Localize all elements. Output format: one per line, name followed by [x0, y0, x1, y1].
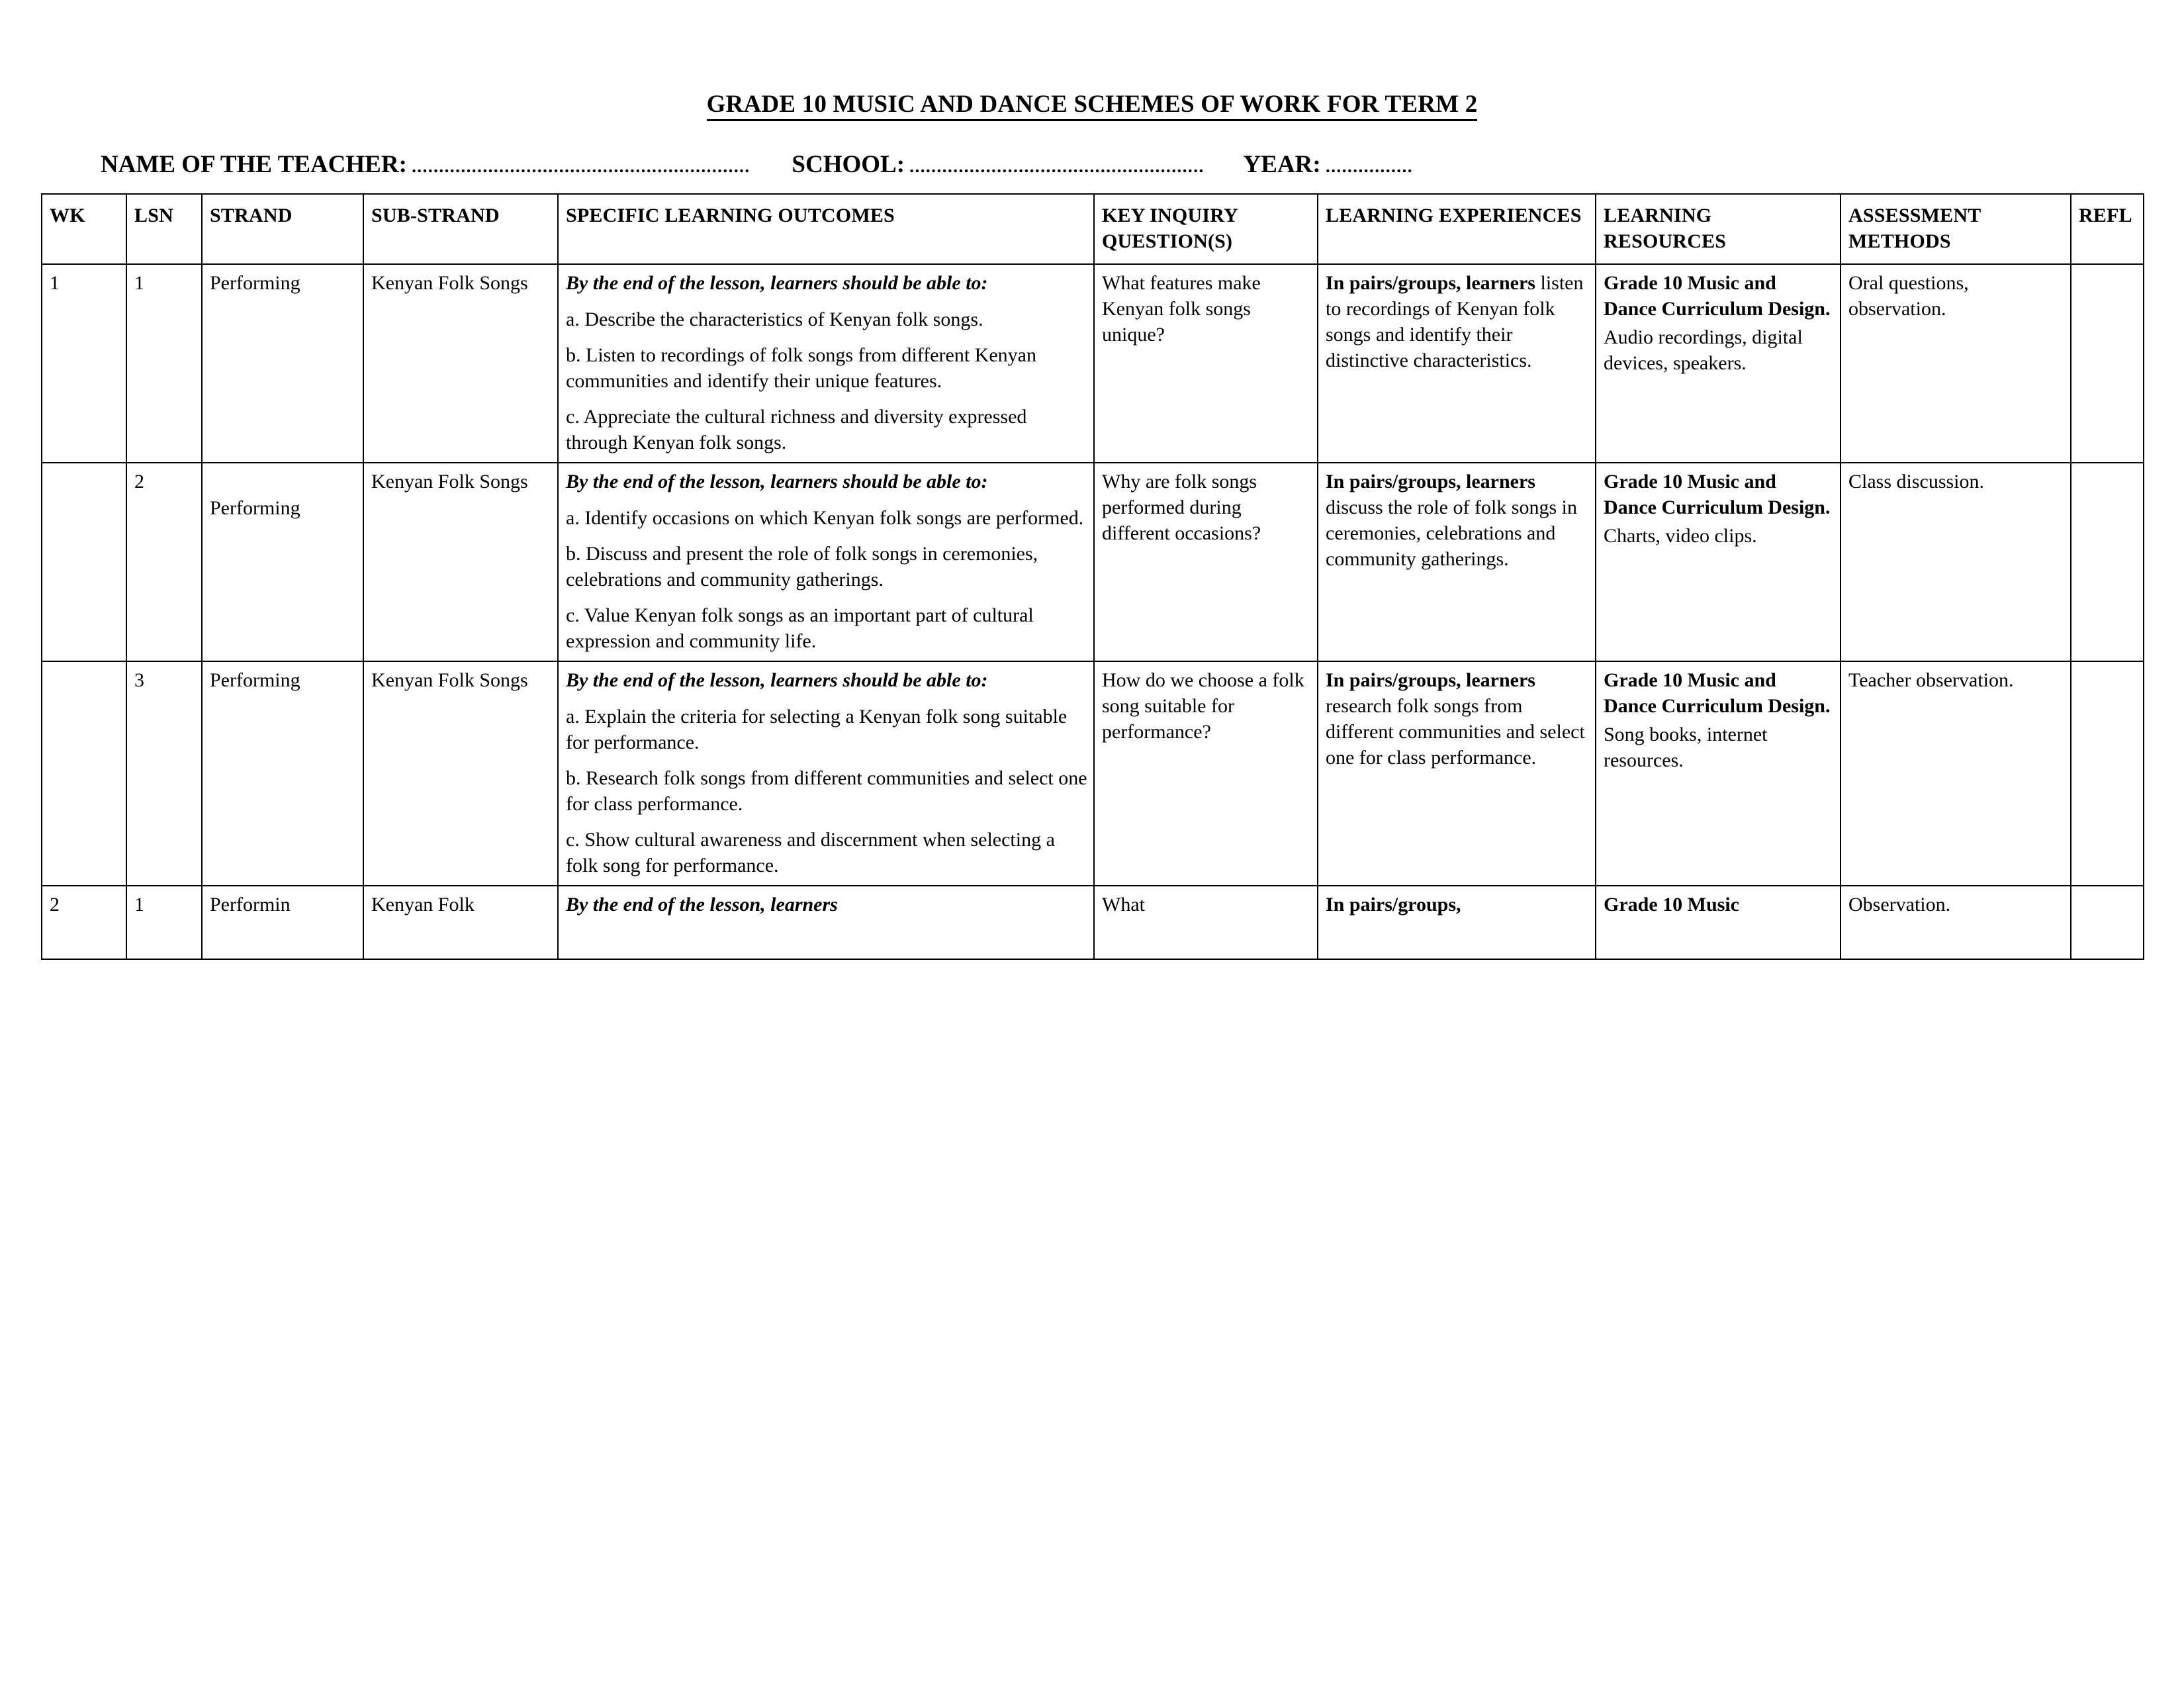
experience-body: research folk songs from different communities and select one for class performance. — [1326, 694, 1585, 769]
strand-spacer — [210, 469, 357, 495]
page-title-text: GRADE 10 MUSIC AND DANCE SCHEMES OF WORK FOR TERM 2 — [707, 91, 1478, 121]
school-dotted-line[interactable]: ...................................................... — [909, 150, 1204, 178]
column-header-key-inquiry-questions: KEY INQUIRY QUESTION(S) — [1094, 194, 1318, 264]
cell-assessment-methods: Class discussion. — [1841, 463, 2071, 661]
year-dotted-line[interactable]: ................ — [1324, 150, 1412, 178]
outcome-item-b: b. Discuss and present the role of folk songs in ceremonies, celebrations and community gatherings. — [566, 542, 1038, 590]
cell-wk — [42, 463, 126, 661]
cell-strand: Performing — [202, 264, 363, 463]
cell-lsn: 1 — [126, 886, 202, 959]
column-header-learning-experiences: LEARNING EXPERIENCES — [1318, 194, 1596, 264]
experience-lead: In pairs/groups, learners — [1326, 470, 1535, 492]
cell-wk: 2 — [42, 886, 126, 959]
cell-strand: Performing — [202, 661, 363, 886]
cell-learning-experiences — [1318, 264, 1596, 463]
cell-wk: 1 — [42, 264, 126, 463]
teacher-field — [101, 150, 749, 179]
column-header-strand: STRAND — [202, 194, 363, 264]
cell-sub-strand: Kenyan Folk Songs — [363, 264, 558, 463]
cell-lsn: 2 — [126, 463, 202, 661]
outcome-item-a: a. Describe the characteristics of Kenyan folk songs. — [566, 308, 983, 330]
cell-learning-resources — [1596, 886, 1841, 959]
outcome-item-b: b. Listen to recordings of folk songs from different Kenyan communities and identify their unique features. — [566, 344, 1036, 392]
cell-sub-strand: Kenyan Folk Songs — [363, 661, 558, 886]
cell-key-inquiry-question: Why are folk songs performed during different occasions? — [1094, 463, 1318, 661]
outcome-lead: By the end of the lesson, learners should be able to: — [566, 271, 988, 294]
resource-title: Grade 10 Music and Dance Curriculum Design. — [1604, 271, 1831, 320]
outcome-item-a: a. Identify occasions on which Kenyan folk songs are performed. — [566, 506, 1084, 529]
outcome-item-c: c. Show cultural awareness and discernment when selecting a folk song for performance. — [566, 828, 1055, 876]
cell-refl[interactable] — [2071, 264, 2144, 463]
column-header-assessment-methods: ASSESSMENT METHODS — [1841, 194, 2071, 264]
cell-specific-learning-outcomes — [558, 463, 1094, 661]
experience-body: listen to recordings of Kenyan folk songs and identify their distinctive characteristics. — [1326, 271, 1584, 371]
cell-learning-resources — [1596, 463, 1841, 661]
resource-title: Grade 10 Music — [1604, 893, 1739, 915]
teacher-label: NAME OF THE TEACHER: — [101, 150, 407, 178]
experience-lead: In pairs/groups, learners — [1326, 669, 1535, 691]
cell-specific-learning-outcomes — [558, 661, 1094, 886]
cell-strand — [202, 463, 363, 661]
resource-items: Song books, internet resources. — [1604, 723, 1768, 771]
cell-specific-learning-outcomes — [558, 264, 1094, 463]
cell-refl[interactable] — [2071, 661, 2144, 886]
column-header-sub-strand: SUB-STRAND — [363, 194, 558, 264]
schemes-of-work-table — [41, 193, 2144, 960]
column-header-lsn: LSN — [126, 194, 202, 264]
document-info-line — [41, 118, 2143, 179]
experience-body: discuss the role of folk songs in ceremonies, celebrations and community gatherings. — [1326, 496, 1577, 570]
cell-sub-strand: Kenyan Folk — [363, 886, 558, 959]
outcome-item-b: b. Research folk songs from different communities and select one for class performance. — [566, 767, 1087, 815]
teacher-dotted-line[interactable]: .............................................................. — [410, 150, 750, 178]
year-field — [1244, 150, 1412, 179]
cell-lsn: 3 — [126, 661, 202, 886]
column-header-wk: WK — [42, 194, 126, 264]
page-title — [41, 0, 2143, 118]
experience-lead: In pairs/groups, learners — [1326, 271, 1535, 294]
resource-title: Grade 10 Music and Dance Curriculum Design. — [1604, 470, 1831, 518]
cell-strand: Performin — [202, 886, 363, 959]
cell-assessment-methods: Teacher observation. — [1841, 661, 2071, 886]
resource-title: Grade 10 Music and Dance Curriculum Design. — [1604, 669, 1831, 717]
table-row — [42, 264, 2144, 463]
cell-learning-resources — [1596, 264, 1841, 463]
school-label: SCHOOL: — [792, 150, 905, 178]
outcome-item-c: c. Value Kenyan folk songs as an important part of cultural expression and community life. — [566, 604, 1034, 652]
cell-learning-experiences — [1318, 661, 1596, 886]
school-field — [792, 150, 1203, 179]
cell-learning-experiences — [1318, 886, 1596, 959]
resource-items: Charts, video clips. — [1604, 524, 1757, 547]
cell-wk — [42, 661, 126, 886]
column-header-specific-learning-outcomes: SPECIFIC LEARNING OUTCOMES — [558, 194, 1094, 264]
cell-refl[interactable] — [2071, 886, 2144, 959]
outcome-lead: By the end of the lesson, learners should be able to: — [566, 669, 988, 691]
cell-specific-learning-outcomes — [558, 886, 1094, 959]
cell-assessment-methods: Oral questions, observation. — [1841, 264, 2071, 463]
table-row — [42, 886, 2144, 959]
resource-items: Audio recordings, digital devices, speakers. — [1604, 326, 1803, 374]
table-row — [42, 463, 2144, 661]
cell-learning-resources — [1596, 661, 1841, 886]
cell-key-inquiry-question: What — [1094, 886, 1318, 959]
cell-key-inquiry-question: What features make Kenyan folk songs unique? — [1094, 264, 1318, 463]
outcome-lead: By the end of the lesson, learners — [566, 893, 838, 915]
outcome-lead: By the end of the lesson, learners should be able to: — [566, 470, 988, 492]
table-header-row — [42, 194, 2144, 264]
strand-text: Performing — [210, 496, 300, 519]
outcome-item-a: a. Explain the criteria for selecting a Kenyan folk song suitable for performance. — [566, 705, 1068, 753]
experience-lead: In pairs/groups, — [1326, 893, 1461, 915]
column-header-learning-resources: LEARNING RESOURCES — [1596, 194, 1841, 264]
table-row — [42, 661, 2144, 886]
cell-lsn: 1 — [126, 264, 202, 463]
cell-refl[interactable] — [2071, 463, 2144, 661]
cell-sub-strand: Kenyan Folk Songs — [363, 463, 558, 661]
year-label: YEAR: — [1243, 150, 1321, 178]
cell-assessment-methods: Observation. — [1841, 886, 2071, 959]
cell-key-inquiry-question: How do we choose a folk song suitable for performance? — [1094, 661, 1318, 886]
column-header-refl: REFL — [2071, 194, 2144, 264]
cell-learning-experiences — [1318, 463, 1596, 661]
outcome-item-c: c. Appreciate the cultural richness and diversity expressed through Kenyan folk songs. — [566, 405, 1027, 453]
